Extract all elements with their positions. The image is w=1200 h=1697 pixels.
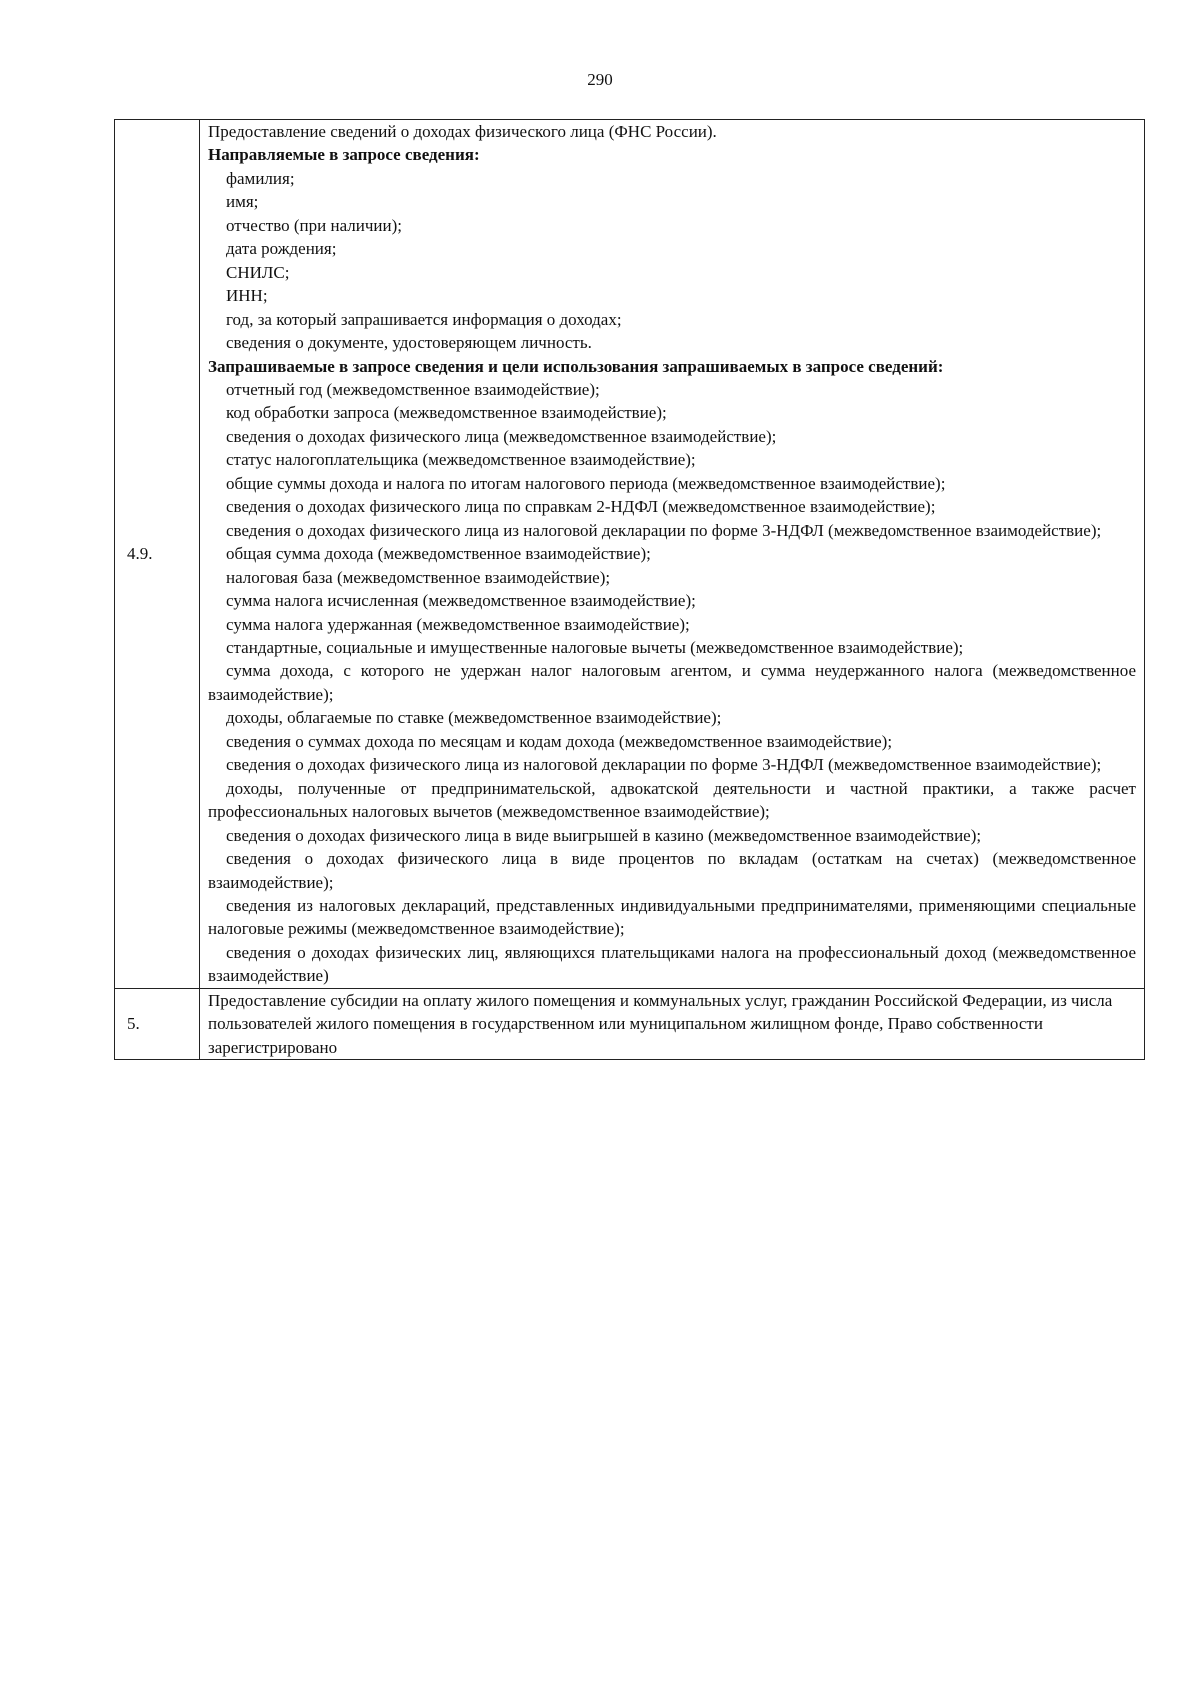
service-title: Предоставление сведений о доходах физического лица (ФНС России). <box>208 122 717 141</box>
list-item: сведения о доходах физических лиц, являющихся плательщиками налога на профессиональный доход (межведомственное взаимодействие) <box>208 942 1136 986</box>
list-item: фамилия; <box>226 168 295 188</box>
section-heading-request: Направляемые в запросе сведения: <box>208 145 480 165</box>
section-heading-response: Запрашиваемые в запросе сведения и цели использования запрашиваемых в запросе сведений: <box>208 356 944 376</box>
list-item: сведения о доходах физического лица в виде выигрышей в казино (межведомственное взаимодействие); <box>226 825 982 845</box>
table-row <box>115 120 1145 989</box>
list-item: сведения о суммах дохода по месяцам и кодам дохода (межведомственное взаимодействие); <box>226 731 893 751</box>
list-item: отчетный год (межведомственное взаимодействие); <box>226 379 600 399</box>
list-item: общая сумма дохода (межведомственное взаимодействие); <box>226 544 651 564</box>
page-number: 290 <box>587 70 613 89</box>
services-table <box>114 119 1145 1060</box>
list-item: код обработки запроса (межведомственное взаимодействие); <box>226 403 667 423</box>
list-item: сумма налога исчисленная (межведомственное взаимодействие); <box>226 591 696 611</box>
list-item: сведения о доходах физического лица из налоговой декларации по форме 3-НДФЛ (межведомственное взаимодействие); <box>226 755 1102 775</box>
list-item: сведения о доходах физического лица по справкам 2-НДФЛ (межведомственное взаимодействие); <box>226 497 936 517</box>
list-item: сумма дохода, с которого не удержан налог налоговым агентом, и сумма неудержанного налога (межведомственное взаимодействие); <box>208 661 1136 704</box>
list-item: статус налогоплательщика (межведомственное взаимодействие); <box>226 450 696 470</box>
list-item: сведения о доходах физического лица (межведомственное взаимодействие); <box>226 426 777 446</box>
list-item: имя; <box>226 192 259 212</box>
list-item: ИНН; <box>226 286 268 306</box>
list-item: отчество (при наличии); <box>226 215 402 235</box>
list-item: год, за который запрашивается информация о доходах; <box>226 309 622 329</box>
row-number: 4.9. <box>115 120 200 989</box>
list-item: дата рождения; <box>226 239 337 259</box>
service-title: Предоставление субсидии на оплату жилого помещения и коммунальных услуг, гражданин Российской Федерации, из числа пользователей жилого помещения в государственном или муниципальном жилищном фонде, Право собственности зарегистрировано <box>208 990 1113 1057</box>
list-item: СНИЛС; <box>226 262 290 282</box>
list-item: доходы, облагаемые по ставке (межведомственное взаимодействие); <box>226 708 722 728</box>
row-number: 5. <box>115 988 200 1059</box>
list-item: сведения о документе, удостоверяющем личность. <box>226 333 592 353</box>
list-item: сведения о доходах физического лица в виде процентов по вкладам (остаткам на счетах) (межведомственное взаимодействие); <box>208 849 1136 892</box>
list-item: сведения из налоговых деклараций, представленных индивидуальными предпринимателями, применяющими специальные налоговые режимы (межведомственное взаимодействие); <box>208 895 1136 939</box>
list-item: доходы, полученные от предпринимательской, адвокатской деятельности и частной практики, а также расчет профессиональных налоговых вычетов (межведомственное взаимодействие); <box>208 778 1136 822</box>
list-item: общие суммы дохода и налога по итогам налогового периода (межведомственное взаимодействие); <box>226 473 946 493</box>
table-row <box>115 988 1145 1059</box>
row-content <box>200 120 1145 989</box>
row-content <box>200 988 1145 1059</box>
list-item: сведения о доходах физического лица из налоговой декларации по форме 3-НДФЛ (межведомственное взаимодействие); <box>226 520 1102 540</box>
list-item: сумма налога удержанная (межведомственное взаимодействие); <box>226 614 690 634</box>
list-item: стандартные, социальные и имущественные налоговые вычеты (межведомственное взаимодействие); <box>226 637 964 657</box>
list-item: налоговая база (межведомственное взаимодействие); <box>226 567 611 587</box>
